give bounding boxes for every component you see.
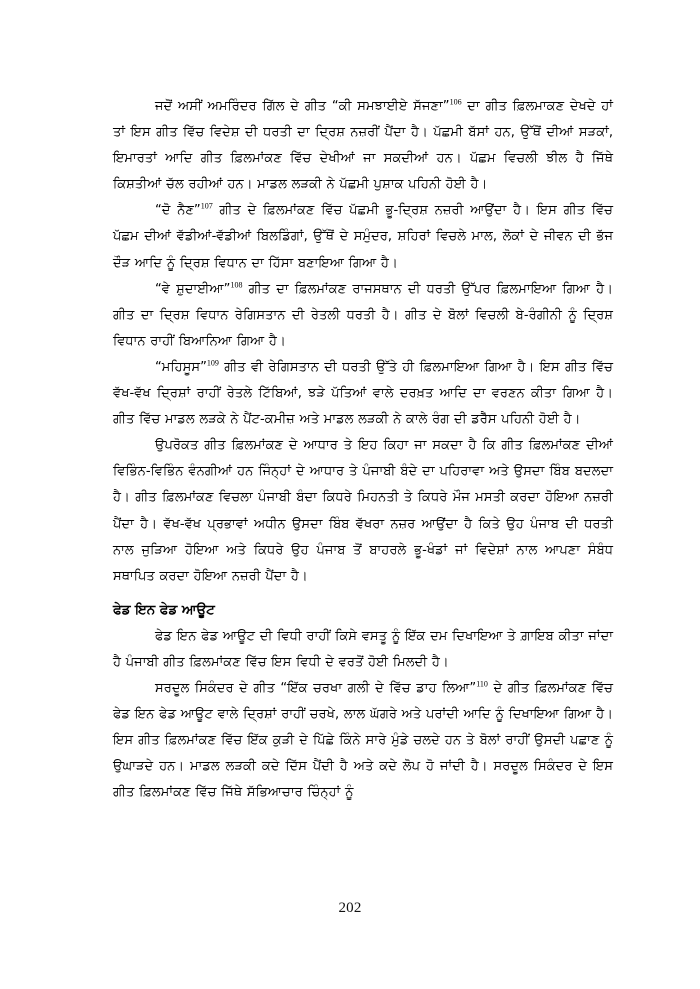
paragraph-4-text-a: “ਮਹਿਸੂਸ”	[155, 359, 207, 375]
paragraph-7	[113, 676, 613, 806]
paragraph-4	[113, 355, 613, 433]
footnote-ref-109: 109	[206, 358, 219, 368]
paragraph-3-text-a: “ਵੇ ਸ਼ੁਦਾਈਆ”	[155, 281, 231, 297]
footnote-ref-106: 106	[449, 97, 462, 107]
footnote-ref-110: 110	[476, 679, 488, 689]
paragraph-2	[113, 198, 613, 276]
paragraph-2-text-a: “ਦੋ ਨੈਣ”	[155, 203, 201, 219]
paragraph-2-text-b: ਗੀਤ ਦੇ ਫ਼ਿਲਮਾਂਕਣ ਵਿੱਚ ਪੱਛਮੀ ਭੂ-ਦ੍ਰਿਸ਼ ਨਜ਼ਰੀ ਆਉਂਦਾ ਹੈ। ਇਸ ਗੀਤ ਵਿੱਚ ਪੱਛਮ ਦੀਆਂ ਵੱਡੀਆਂ-ਵੱਡੀਆਂ ਬਿਲਡਿੰਗਾਂ, ਉੱਥੋਂ ਦੇ ਸਮੁੰਦਰ, ਸ਼ਹਿਰਾਂ ਵਿਚਲੇ ਮਾਲ, ਲੋਕਾਂ ਦੇ ਜੀਵਨ ਦੀ ਭੱਜ ਦੌੜ ਆਦਿ ਨੂੰ ਦ੍ਰਿਸ਼ ਵਿਧਾਨ ਦਾ ਹਿੱਸਾ ਬਣਾਇਆ ਗਿਆ ਹੈ।	[113, 203, 613, 271]
page-text-body	[113, 94, 613, 807]
paragraph-1	[113, 94, 613, 198]
paragraph-1-text-a: ਜਦੋਂ ਅਸੀਂ ਅਮਰਿੰਦਰ ਗਿੱਲ ਦੇ ਗੀਤ “ਕੀ ਸਮਝਾਈਏ ਸੱਜਣਾ”	[155, 99, 450, 114]
paragraph-7-text-b: ਦੇ ਗੀਤ ਫ਼ਿਲਮਾਂਕਣ ਵਿੱਚ ਫੇਡ ਇਨ ਫੇਡ ਆਊਟ ਵਾਲੇ ਦ੍ਰਿਸ਼ਾਂ ਰਾਹੀਂ ਚਰਖੇ, ਲਾਲ ਘੱਗਰੇ ਅਤੇ ਪਰਾਂਦੀ ਆਦਿ ਨੂੰ ਦਿਖਾਇਆ ਗਿਆ ਹੈ। ਇਸ ਗੀਤ ਫ਼ਿਲਮਾਂਕਣ ਵਿੱਚ ਇੱਕ ਕੁੜੀ ਦੇ ਪਿੱਛੇ ਕਿੰਨੇ ਸਾਰੇ ਮੁੰਡੇ ਚਲਦੇ ਹਨ ਤੇ ਬੋਲਾਂ ਰਾਹੀਂ ਉਸਦੀ ਪਛਾਣ ਨੂੰ ਉਘਾੜਦੇ ਹਨ। ਮਾਡਲ ਲੜਕੀ ਕਦੇ ਦਿੱਸ ਪੈਂਦੀ ਹੈ ਅਤੇ ਕਦੇ ਲੋਪ ਹੋ ਜਾਂਦੀ ਹੈ। ਸਰਦੂਲ ਸਿਕੰਦਰ ਦੇ ਇਸ ਗੀਤ ਫ਼ਿਲਮਾਂਕਣ ਵਿੱਚ ਜਿੱਥੇ ਸੱਭਿਆਚਾਰ ਚਿੰਨ੍ਹਾਂ ਨੂੰ	[113, 681, 613, 801]
paragraph-3-text-b: ਗੀਤ ਦਾ ਫ਼ਿਲਮਾਂਕਣ ਰਾਜਸਥਾਨ ਦੀ ਧਰਤੀ ਉੱਪਰ ਫ਼ਿਲਮਾਇਆ ਗਿਆ ਹੈ। ਗੀਤ ਦਾ ਦ੍ਰਿਸ਼ ਵਿਧਾਨ ਰੇਗਿਸਤਾਨ ਦੀ ਰੇਤਲੀ ਧਰਤੀ ਹੈ। ਗੀਤ ਦੇ ਬੋਲਾਂ ਵਿਚਲੀ ਬੇ-ਰੰਗੀਨੀ ਨੂੰ ਦ੍ਰਿਸ਼ ਵਿਧਾਨ ਰਾਹੀਂ ਬਿਆਨਿਆ ਗਿਆ ਹੈ।	[113, 281, 613, 349]
paragraph-5: ਉਪਰੋਕਤ ਗੀਤ ਫ਼ਿਲਮਾਂਕਣ ਦੇ ਆਧਾਰ ਤੇ ਇਹ ਕਿਹਾ ਜਾ ਸਕਦਾ ਹੈ ਕਿ ਗੀਤ ਫ਼ਿਲਮਾਂਕਣ ਦੀਆਂ ਵਿਭਿੰਨ-ਵਿਭਿੰਨ ਵੰਨਗੀਆਂ ਹਨ ਜਿੰਨ੍ਹਾਂ ਦੇ ਆਧਾਰ ਤੇ ਪੰਜਾਬੀ ਬੰਦੇ ਦਾ ਪਹਿਰਾਵਾ ਅਤੇ ਉਸਦਾ ਬਿੰਬ ਬਦਲਦਾ ਹੈ। ਗੀਤ ਫ਼ਿਲਮਾਂਕਣ ਵਿਚਲਾ ਪੰਜਾਬੀ ਬੰਦਾ ਕਿਧਰੇ ਮਿਹਨਤੀ ਤੇ ਕਿਧਰੇ ਮੌਜ ਮਸਤੀ ਕਰਦਾ ਹੋਇਆ ਨਜ਼ਰੀ ਪੈਂਦਾ ਹੈ। ਵੱਖ-ਵੱਖ ਪ੍ਰਭਾਵਾਂ ਅਧੀਨ ਉਸਦਾ ਬਿੰਬ ਵੱਖਰਾ ਨਜ਼ਰ ਆਉਂਦਾ ਹੈ ਕਿਤੇ ਉਹ ਪੰਜਾਬ ਦੀ ਧਰਤੀ ਨਾਲ ਜੁੜਿਆ ਹੋਇਆ ਅਤੇ ਕਿਧਰੇ ਉਹ ਪੰਜਾਬ ਤੋਂ ਬਾਹਰਲੇ ਭੂ-ਖੰਡਾਂ ਜਾਂ ਵਿਦੇਸ਼ਾਂ ਨਾਲ ਆਪਣਾ ਸੰਬੰਧ ਸਥਾਪਿਤ ਕਰਦਾ ਹੋਇਆ ਨਜ਼ਰੀ ਪੈਂਦਾ ਹੈ।	[113, 438, 613, 584]
paragraph-1-text-b: ਦਾ ਗੀਤ ਫ਼ਿਲਮਾਕਣ ਦੇਖਦੇ ਹਾਂ ਤਾਂ ਇਸ ਗੀਤ ਵਿੱਚ ਵਿਦੇਸ਼ ਦੀ ਧਰਤੀ ਦਾ ਦ੍ਰਿਸ਼ ਨਜ਼ਰੀਂ ਪੈਂਦਾ ਹੈ। ਪੱਛਮੀ ਬੱਸਾਂ ਹਨ, ਉੱਥੋਂ ਦੀਆਂ ਸੜਕਾਂ, ਇਮਾਰਤਾਂ ਆਦਿ ਗੀਤ ਫ਼ਿਲਮਾਂਕਣ ਵਿੱਚ ਦੇਖੀਆਂ ਜਾ ਸਕਦੀਆਂ ਹਨ। ਪੱਛਮ ਵਿਚਲੀ ਝੀਲ ਹੈ ਜਿੱਥੇ ਕਿਸ਼ਤੀਆਂ ਚੱਲ ਰਹੀਆਂ ਹਨ। ਮਾਡਲ ਲੜਕੀ ਨੇ ਪੱਛਮੀ ਪੁਸ਼ਾਕ ਪਹਿਨੀ ਹੋਈ ਹੈ।	[113, 99, 614, 193]
footnote-ref-107: 107	[200, 202, 213, 212]
paragraph-6: ਫੇਡ ਇਨ ਫੇਡ ਆਊਟ ਦੀ ਵਿਧੀ ਰਾਹੀਂ ਕਿਸੇ ਵਸਤੂ ਨੂੰ ਇੱਕ ਦਮ ਦਿਖਾਇਆ ਤੇ ਗ਼ਾਇਬ ਕੀਤਾ ਜਾਂਦਾ ਹੈ ਪੰਜਾਬੀ ਗੀਤ ਫ਼ਿਲਮਾਂਕਣ ਵਿੱਚ ਇਸ ਵਿਧੀ ਦੇ ਵਰਤੋਂ ਹੋਈ ਮਿਲਦੀ ਹੈ।	[113, 628, 613, 670]
paragraph-3	[113, 277, 613, 355]
paragraph-4-text-b: ਗੀਤ ਵੀ ਰੇਗਿਸਤਾਨ ਦੀ ਧਰਤੀ ਉੱਤੇ ਹੀ ਫ਼ਿਲਮਾਇਆ ਗਿਆ ਹੈ। ਇਸ ਗੀਤ ਵਿੱਚ ਵੱਖ-ਵੱਖ ਦ੍ਰਿਸ਼ਾਂ ਰਾਹੀਂ ਰੇਤਲੇ ਟਿੱਬਿਆਂ, ਝੜੇ ਪੱਤਿਆਂ ਵਾਲੇ ਦਰਖ਼ਤ ਆਦਿ ਦਾ ਵਰਣਨ ਕੀਤਾ ਗਿਆ ਹੈ। ਗੀਤ ਵਿੱਚ ਮਾਡਲ ਲੜਕੇ ਨੇ ਪੈਂਟ-ਕਮੀਜ਼ ਅਤੇ ਮਾਡਲ ਲੜਕੀ ਨੇ ਕਾਲੇ ਰੰਗ ਦੀ ਡਰੈੱਸ ਪਹਿਨੀ ਹੋਈ ਹੈ।	[113, 359, 613, 428]
page-number: 202	[338, 900, 362, 916]
paragraph-7-text-a: ਸਰਦੂਲ ਸਿਕੰਦਰ ਦੇ ਗੀਤ “ਇੱਕ ਚਰਖਾ ਗਲੀ ਦੇ ਵਿੱਚ ਡਾਹ ਲਿਆ”	[155, 681, 477, 697]
footnote-ref-108: 108	[230, 280, 243, 290]
section-heading-fade-in-fade-out: ਫੇਡ ਇਨ ਫੇਡ ਆਊਟ	[113, 602, 215, 618]
